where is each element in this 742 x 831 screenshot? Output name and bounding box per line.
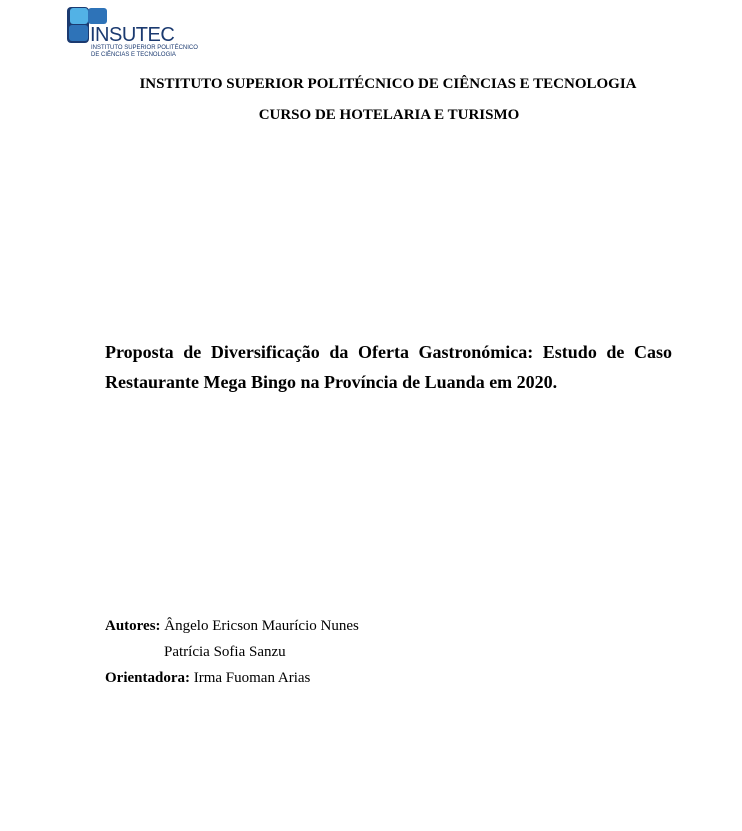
- logo-subtitle: [91, 45, 198, 58]
- author-row-2: [105, 639, 359, 665]
- authors-label: Autores:: [105, 618, 161, 634]
- advisor-row: [105, 665, 359, 691]
- thesis-title-line-1: Proposta de Diversificação da Oferta Gastronómica: Estudo de Caso: [105, 342, 672, 362]
- logo-subtitle-line-2: DE CIÊNCIAS E TECNOLOGIA: [91, 51, 176, 58]
- author-name-2: Patrícia Sofia Sanzu: [164, 644, 286, 660]
- logo-subtitle-line-1: INSTITUTO SUPERIOR POLITÉCNICO: [91, 45, 198, 51]
- course-name: CURSO DE HOTELARIA E TURISMO: [258, 107, 520, 123]
- institution-name: INSTITUTO SUPERIOR POLITÉCNICO DE CIÊNCIAS E TECNOLOGIA: [139, 76, 637, 92]
- author-name-1: Ângelo Ericson Maurício Nunes: [164, 618, 359, 634]
- credits-block: [105, 613, 359, 691]
- authors-row: [105, 613, 359, 639]
- advisor-name: Irma Fuoman Arias: [193, 670, 311, 686]
- logo-name: INSUTEC: [90, 24, 175, 46]
- thesis-title: [105, 337, 672, 397]
- thesis-title-line-2: Restaurante Mega Bingo na Província de Luanda em 2020.: [105, 372, 558, 392]
- advisor-label: Orientadora:: [105, 670, 190, 686]
- institution-logo: [67, 7, 207, 61]
